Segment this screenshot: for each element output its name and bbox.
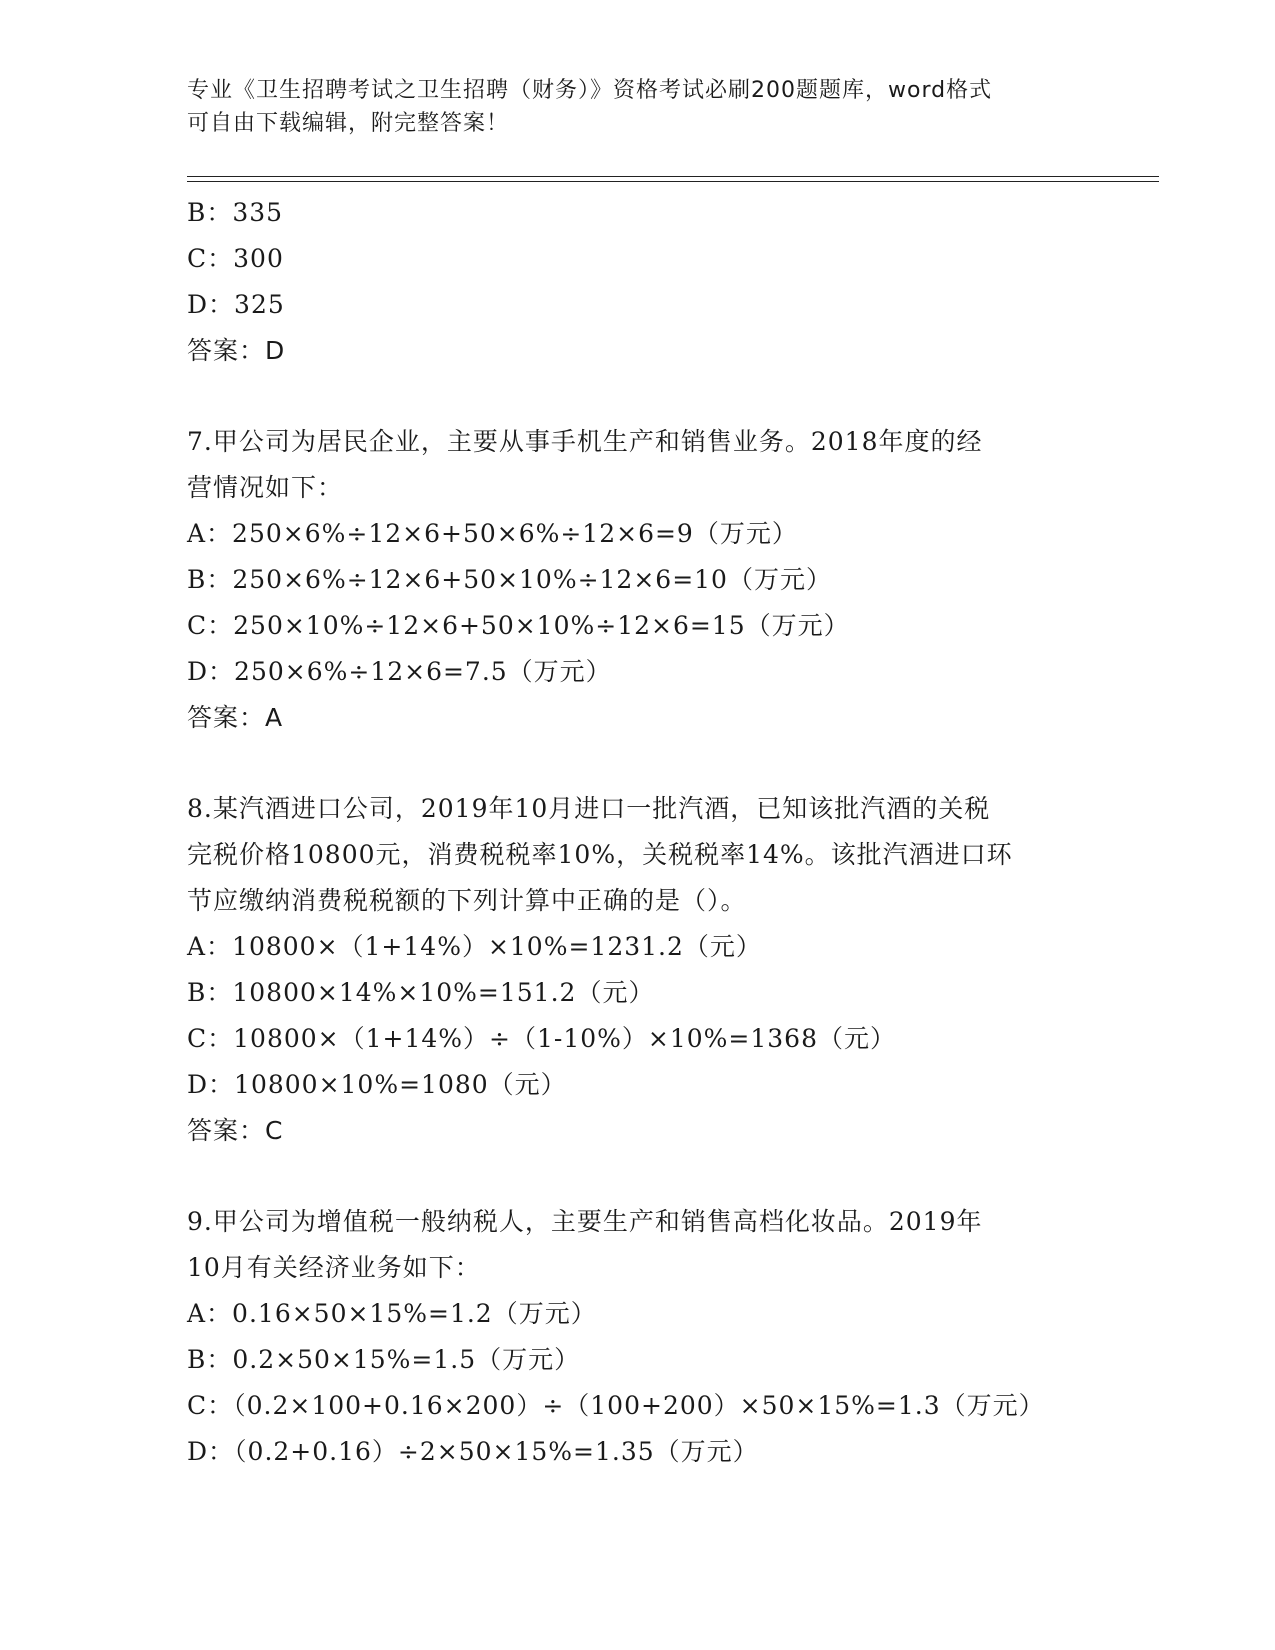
question-stem: 8.某汽酒进口公司，2019年10月进口一批汽酒，已知该批汽酒的关税 (187, 794, 991, 823)
option-a: A：250×6%÷12×6+50×6%÷12×6=9（万元） (187, 519, 798, 548)
spacer (187, 1154, 1087, 1199)
question-8 (187, 786, 1087, 1154)
question-7 (187, 419, 1087, 741)
option-c: C：（0.2×100+0.16×200）÷（100+200）×50×15%=1.3（万元） (187, 1391, 1045, 1420)
answer-line: 答案：A (187, 703, 284, 732)
option-c: C：300 (187, 244, 284, 273)
question-stem: 10月有关经济业务如下： (187, 1253, 481, 1282)
option-b: B：0.2×50×15%=1.5（万元） (187, 1345, 581, 1374)
option-d: D：10800×10%=1080（元） (187, 1070, 567, 1099)
option-d: D：（0.2+0.16）÷2×50×15%=1.35（万元） (187, 1437, 759, 1466)
question-stem: 7.甲公司为居民企业，主要从事手机生产和销售业务。2018年度的经 (187, 427, 983, 456)
header-double-rule (187, 176, 1159, 182)
option-c: C：10800×（1+14%）÷（1-10%）×10%=1368（元） (187, 1024, 896, 1053)
question-list (187, 190, 1087, 1475)
question-9 (187, 1199, 1087, 1475)
option-b: B：250×6%÷12×6+50×10%÷12×6=10（万元） (187, 565, 832, 594)
spacer (187, 741, 1087, 786)
header-title-line-1: 专业《卫生招聘考试之卫生招聘（财务）》资格考试必刷200题题库，word格式 (187, 78, 993, 103)
question-stem: 营情况如下： (187, 473, 344, 502)
option-b: B：10800×14%×10%=151.2（元） (187, 978, 655, 1007)
document-header (187, 74, 1077, 140)
option-d: D：250×6%÷12×6=7.5（万元） (187, 657, 612, 686)
option-a: A：0.16×50×15%=1.2（万元） (187, 1299, 597, 1328)
question-6-tail (187, 190, 1087, 374)
spacer (187, 374, 1087, 419)
option-a: A：10800×（1+14%）×10%=1231.2（元） (187, 932, 762, 961)
answer-line: 答案：C (187, 1116, 284, 1145)
option-c: C：250×10%÷12×6+50×10%÷12×6=15（万元） (187, 611, 850, 640)
question-stem: 9.甲公司为增值税一般纳税人，主要生产和销售高档化妆品。2019年 (187, 1207, 983, 1236)
option-b: B：335 (187, 198, 284, 227)
option-d: D：325 (187, 290, 285, 319)
header-title-line-2: 可自由下载编辑，附完整答案！ (187, 111, 510, 136)
question-stem: 完税价格10800元，消费税税率10%，关税税率14%。该批汽酒进口环 (187, 840, 1013, 869)
question-stem: 节应缴纳消费税税额的下列计算中正确的是（）。 (187, 886, 747, 915)
answer-line: 答案：D (187, 336, 286, 365)
